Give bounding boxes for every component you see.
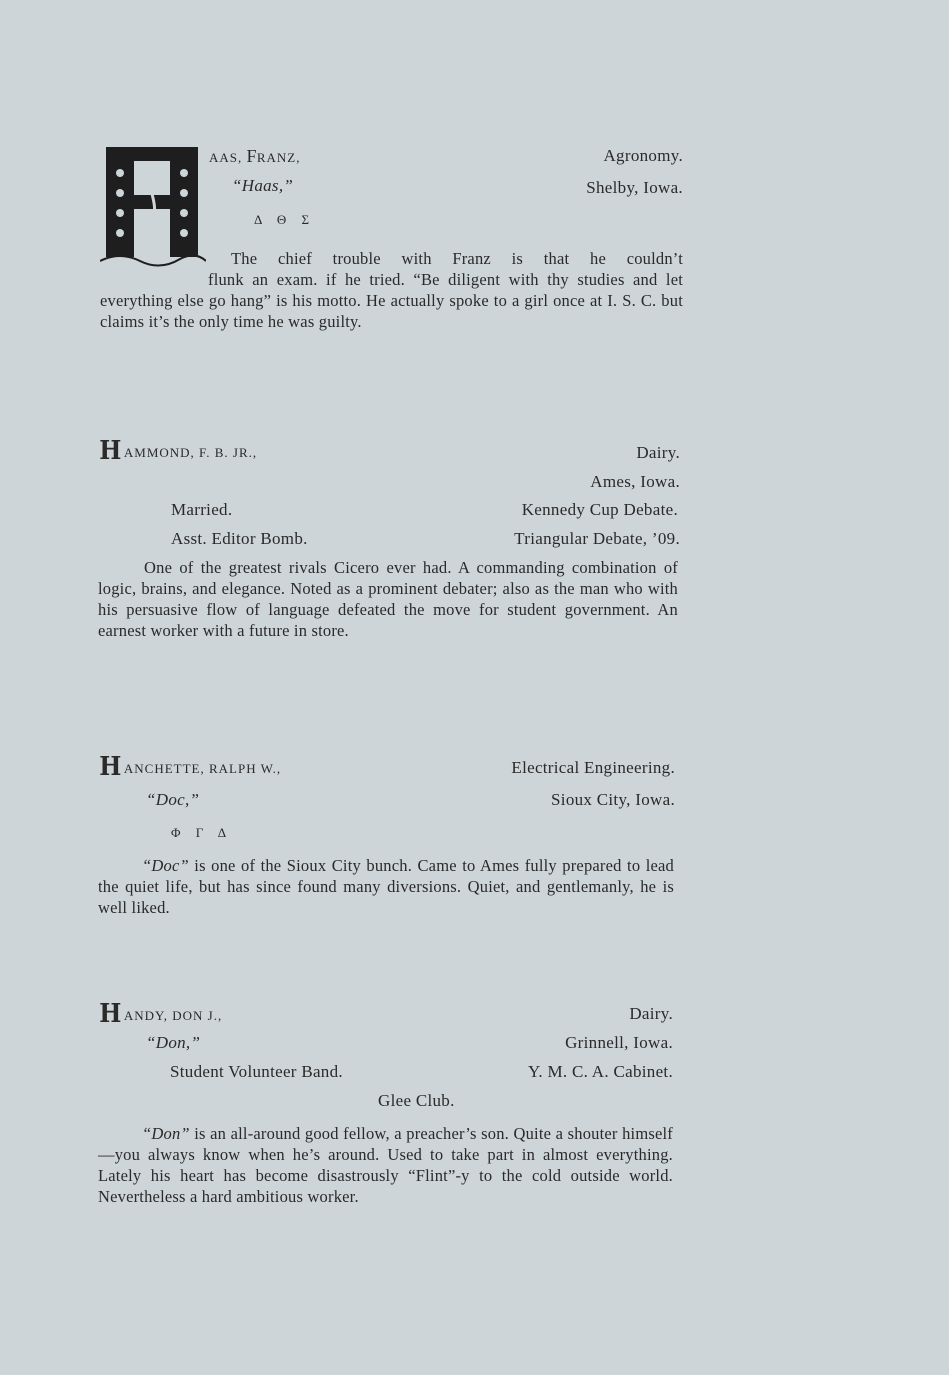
quoted-nickname: “Don” <box>142 1124 190 1143</box>
entry-2-name <box>98 436 258 466</box>
paragraph-text: is one of the Sioux City bunch. Came to Ames fully prepared to lead the quiet life, but has since found many diversions. Quiet, and gentlemanly, he is well liked. <box>98 856 674 917</box>
entry-2-department: Dairy. <box>636 443 680 462</box>
quoted-nickname: “Doc” <box>142 856 189 875</box>
entry-1-name <box>209 146 300 167</box>
entry-3-nickname: “Doc,” <box>146 790 200 809</box>
entry-4-nickname: “Don,” <box>146 1033 201 1052</box>
entry-1-paragraph-rest: flunk an exam. if he tried. “Be diligent with thy studies and let everything else go hang” is his motto. He actually spoke to a girl once at I. S. C. but claims it’s the only time he was guilty. <box>100 270 683 331</box>
entry-3-name <box>98 752 282 782</box>
name-text: ANCHETTE, RALPH W., <box>123 761 282 776</box>
name-text: AMMOND, F. B. JR., <box>123 445 258 460</box>
entry-1-paragraph-line1: The chief trouble with Franz is that he couldn’t <box>231 249 683 268</box>
entry-3-fraternity: Φ Γ Δ <box>171 825 233 840</box>
entry-1-department: Agronomy. <box>603 146 683 165</box>
entry-4-department: Dairy. <box>629 1004 673 1023</box>
gothic-initial: H <box>99 752 122 782</box>
gothic-initial: H <box>99 999 122 1029</box>
entry-2-activity-right-1: Kennedy Cup Debate. <box>521 500 678 519</box>
entry-4-activity-right-1: Y. M. C. A. Cabinet. <box>527 1062 673 1081</box>
entry-4-name <box>98 999 223 1029</box>
entry-1-fraternity: Δ Θ Σ <box>254 212 316 227</box>
entry-2-activity-right-2: Triangular Debate, ’09. <box>514 529 680 548</box>
name-part: RANZ, <box>256 150 301 165</box>
entry-4-paragraph <box>98 1123 673 1207</box>
entry-1-nickname: “Haas,” <box>232 176 294 195</box>
entry-4-hometown: Grinnell, Iowa. <box>565 1033 673 1052</box>
paragraph-text: is an all-around good fellow, a preacher’s son. Quite a shouter himself—you always know when he’s around. Used to take part in almost everything. Lately his heart has become disastrously “Flint”-y to the cold outside world. Nevertheless a hard ambitious worker. <box>98 1124 673 1206</box>
entry-2-paragraph: One of the greatest rivals Cicero ever had. A commanding combination of logic, brains, and elegance. Noted as a prominent debater; also as the man who with his persuasive flow of language defeated the move for student government. An earnest worker with a future in store. <box>98 558 678 640</box>
entry-3-hometown: Sioux City, Iowa. <box>551 790 675 809</box>
entry-2-hometown: Ames, Iowa. <box>590 472 680 491</box>
entry-2-activity-left-1: Married. <box>171 500 233 519</box>
entry-4-activity-center: Glee Club. <box>378 1091 455 1110</box>
name-part: F <box>246 146 257 166</box>
entry-4-activity-left-1: Student Volunteer Band. <box>170 1062 343 1081</box>
entry-2-activity-left-2: Asst. Editor Bomb. <box>171 529 308 548</box>
name-part: AAS, <box>209 150 247 165</box>
name-text: ANDY, DON J., <box>123 1008 223 1023</box>
entry-3-department: Electrical Engineering. <box>511 758 675 777</box>
entry-1-hometown: Shelby, Iowa. <box>586 178 683 197</box>
gothic-initial: H <box>99 436 122 466</box>
decorative-drop-cap-h <box>100 143 206 267</box>
entry-3-paragraph <box>98 855 674 918</box>
